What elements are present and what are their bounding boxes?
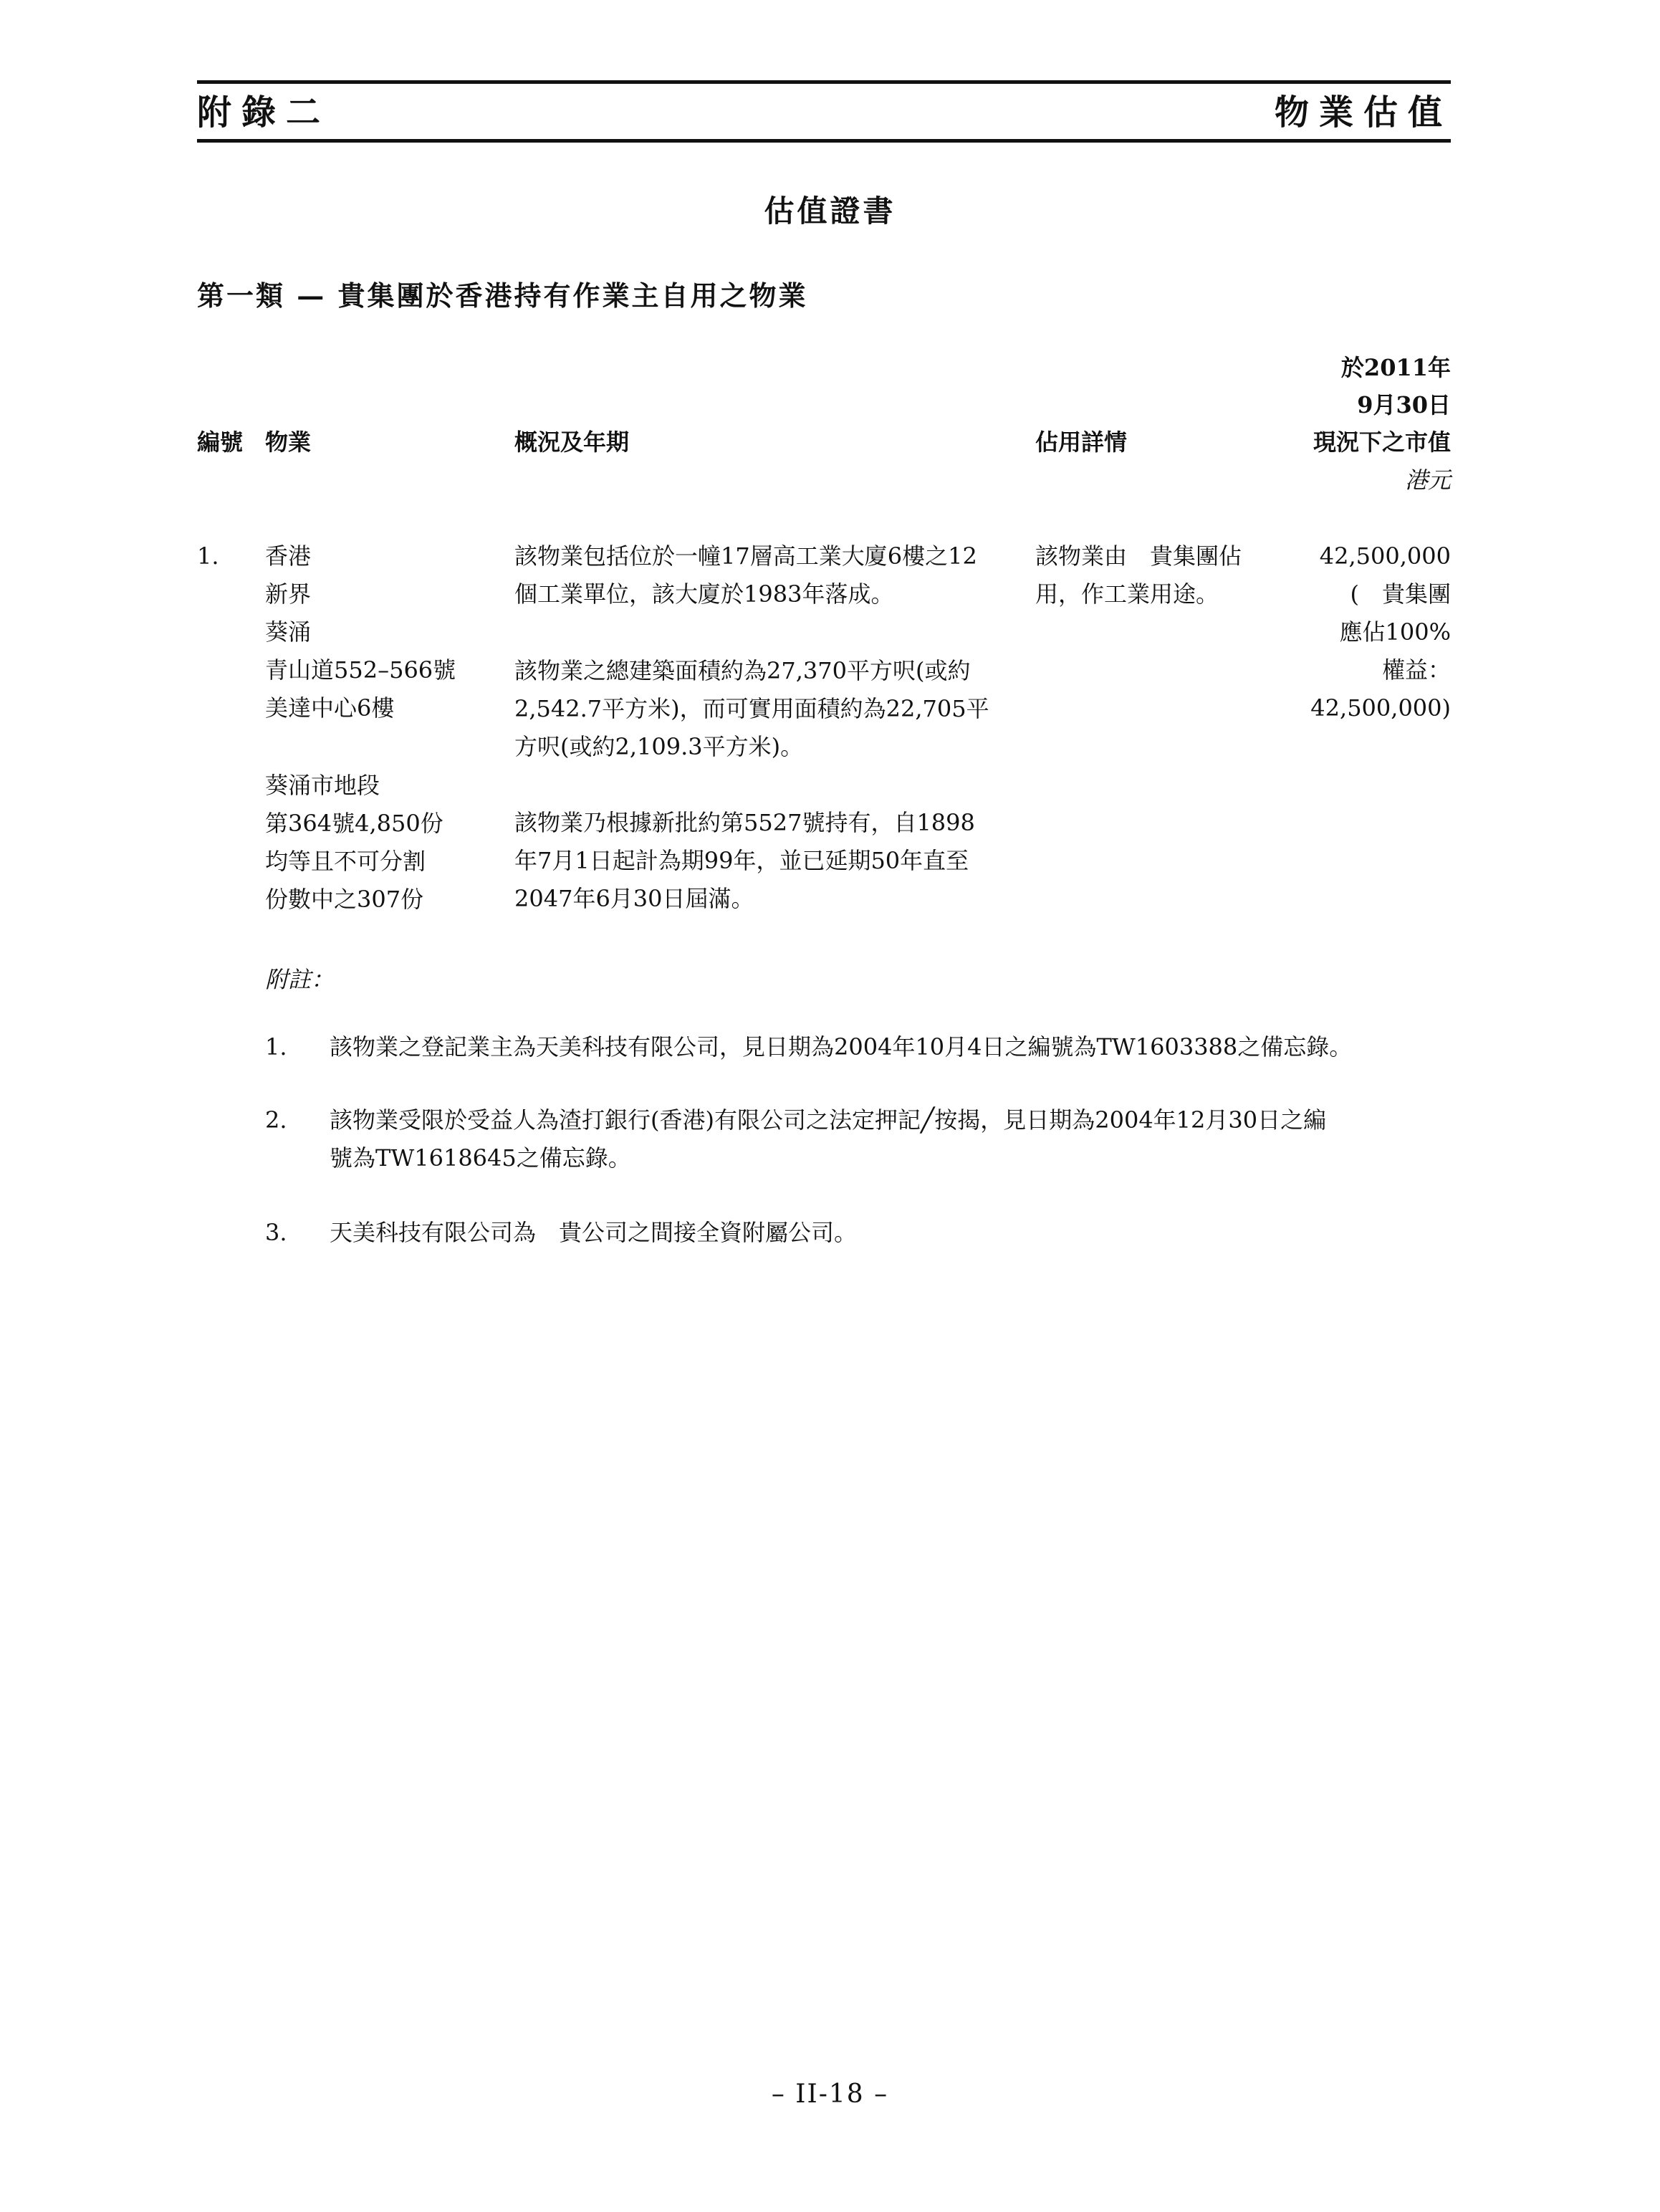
market-value bbox=[1310, 537, 1451, 727]
header-left: 附錄二 bbox=[197, 92, 331, 133]
lot-line: 均等且不可分割 bbox=[265, 848, 426, 875]
note-number: 2. bbox=[265, 1106, 287, 1134]
note-text bbox=[330, 1101, 1326, 1177]
row-number: 1. bbox=[197, 542, 219, 570]
description-line: 2047年6月30日屆滿。 bbox=[514, 885, 754, 912]
property-address bbox=[265, 537, 456, 727]
occupancy-details bbox=[1035, 537, 1242, 613]
lot-line: 第364號4,850份 bbox=[265, 810, 443, 837]
property-line: 美達中心6樓 bbox=[265, 694, 395, 722]
lot-line: 份數中之307份 bbox=[265, 886, 424, 913]
number-header: 編號 bbox=[197, 428, 244, 456]
header-top-rule bbox=[197, 80, 1451, 84]
description-line: 年7月1日起計為期99年，並已延期50年直至 bbox=[514, 847, 969, 874]
property-line: 新界 bbox=[265, 580, 312, 608]
value-line: 應佔100% bbox=[1339, 618, 1451, 646]
description-line: 個工業單位，該大廈於1983年落成。 bbox=[514, 580, 894, 608]
property-line: 香港 bbox=[265, 542, 312, 570]
value-unit: 港元 bbox=[1404, 466, 1451, 494]
header-right: 物業估值 bbox=[1274, 92, 1452, 133]
value-header-line1: 於2011年 bbox=[1340, 354, 1451, 381]
note-number: 1. bbox=[265, 1033, 287, 1060]
occupancy-header: 佔用詳情 bbox=[1035, 428, 1128, 456]
lot-line: 葵涌市地段 bbox=[265, 772, 380, 799]
property-line: 青山道552–566號 bbox=[265, 656, 456, 684]
description-line: 該物業包括位於一幢17層高工業大廈6樓之12 bbox=[514, 542, 977, 570]
note-line: 號為TW1618645之備忘錄。 bbox=[330, 1144, 631, 1172]
value-line: 42,500,000) bbox=[1310, 694, 1451, 722]
description-header: 概況及年期 bbox=[514, 428, 630, 456]
note-line: 該物業之登記業主為天美科技有限公司，見日期為2004年10月4日之編號為TW1603388之備忘錄。 bbox=[330, 1033, 1353, 1060]
notes-heading: 附註： bbox=[265, 966, 335, 993]
value-line: ( 貴集團 bbox=[1350, 580, 1451, 608]
note-text bbox=[330, 1028, 1352, 1066]
header-bottom-rule bbox=[197, 139, 1451, 143]
property-lot bbox=[265, 767, 443, 919]
certificate-title: 估值證書 bbox=[764, 193, 896, 229]
occupancy-line: 該物業由 貴集團佔 bbox=[1035, 542, 1242, 570]
occupancy-line: 用，作工業用途。 bbox=[1035, 580, 1219, 608]
property-line: 葵涌 bbox=[265, 618, 312, 646]
description-line: 方呎(或約2,109.3平方米)。 bbox=[514, 733, 804, 760]
property-header: 物業 bbox=[265, 428, 312, 456]
page-number: – II-18 – bbox=[771, 2079, 889, 2109]
note-text bbox=[330, 1214, 857, 1252]
description-line: 該物業之總建築面積約為27,370平方呎(或約 bbox=[514, 657, 971, 684]
value-line: 42,500,000 bbox=[1319, 542, 1451, 570]
note-number: 3. bbox=[265, 1219, 287, 1246]
section-heading: 第一類 — 貴集團於香港持有作業主自用之物業 bbox=[197, 279, 808, 312]
note-line: 該物業受限於受益人為渣打銀行(香港)有限公司之法定押記╱按揭，見日期為2004年12月30日之編 bbox=[330, 1106, 1327, 1134]
value-line: 權益： bbox=[1381, 656, 1451, 684]
description-line: 該物業乃根據新批約第5527號持有，自1898 bbox=[514, 809, 975, 836]
value-header-line3: 現況下之市值 bbox=[1313, 428, 1451, 456]
value-header-line2: 9月30日 bbox=[1357, 391, 1451, 418]
description-para-2 bbox=[514, 652, 989, 766]
description-line: 2,542.7平方米)，而可實用面積約為22,705平 bbox=[514, 695, 989, 722]
description-para-1 bbox=[514, 537, 977, 613]
description-para-3 bbox=[514, 804, 975, 918]
note-line: 天美科技有限公司為 貴公司之間接全資附屬公司。 bbox=[330, 1219, 858, 1246]
